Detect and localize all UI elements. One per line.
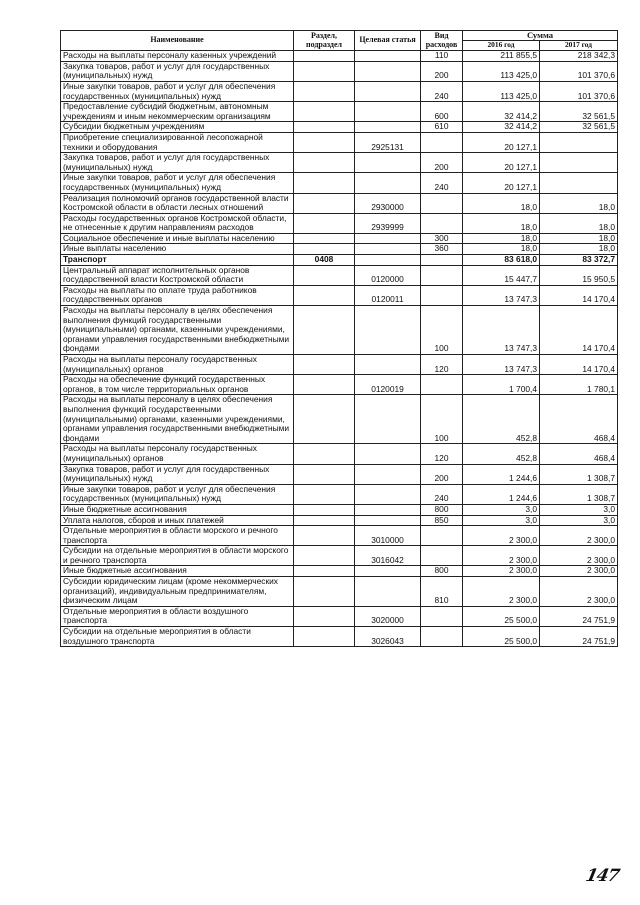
cell-2017: 468,4 bbox=[540, 444, 618, 464]
cell-2017: 83 372,7 bbox=[540, 255, 618, 266]
cell-target bbox=[355, 515, 421, 526]
cell-2016: 1 700,4 bbox=[463, 375, 540, 395]
table-row bbox=[61, 627, 618, 647]
cell-name: Расходы на выплаты персоналу государственных (муниципальных) органов bbox=[61, 444, 294, 464]
cell-section bbox=[294, 546, 355, 566]
cell-name: Приобретение специализированной лесопожарной техники и оборудования bbox=[61, 132, 294, 152]
cell-target bbox=[355, 81, 421, 101]
cell-section bbox=[294, 213, 355, 233]
cell-type bbox=[421, 606, 463, 626]
cell-2016: 3,0 bbox=[463, 515, 540, 526]
cell-section bbox=[294, 515, 355, 526]
cell-name: Иные закупки товаров, работ и услуг для обеспечения государственных (муниципальных) нужд bbox=[61, 484, 294, 504]
cell-2016: 18,0 bbox=[463, 233, 540, 244]
cell-target bbox=[355, 233, 421, 244]
cell-2017: 18,0 bbox=[540, 244, 618, 255]
cell-type: 200 bbox=[421, 464, 463, 484]
table-row bbox=[61, 255, 618, 266]
table-row bbox=[61, 51, 618, 62]
cell-2016: 452,8 bbox=[463, 444, 540, 464]
cell-section bbox=[294, 577, 355, 607]
cell-target bbox=[355, 577, 421, 607]
cell-2016: 1 244,6 bbox=[463, 464, 540, 484]
cell-type: 810 bbox=[421, 577, 463, 607]
cell-name: Реализация полномочий органов государственной власти Костромской области в области лесных отношений bbox=[61, 193, 294, 213]
cell-2017: 101 370,6 bbox=[540, 81, 618, 101]
cell-2017: 14 170,4 bbox=[540, 355, 618, 375]
table-row bbox=[61, 81, 618, 101]
cell-target: 3020000 bbox=[355, 606, 421, 626]
cell-type bbox=[421, 132, 463, 152]
table-row bbox=[61, 153, 618, 173]
cell-type: 610 bbox=[421, 122, 463, 133]
table-row bbox=[61, 122, 618, 133]
cell-name: Субсидии на отдельные мероприятия в области воздушного транспорта bbox=[61, 627, 294, 647]
cell-target bbox=[355, 153, 421, 173]
cell-2016: 13 747,3 bbox=[463, 306, 540, 355]
cell-target bbox=[355, 306, 421, 355]
table-row bbox=[61, 61, 618, 81]
cell-name: Закупка товаров, работ и услуг для государственных (муниципальных) нужд bbox=[61, 464, 294, 484]
cell-2017: 32 561,5 bbox=[540, 102, 618, 122]
cell-name: Расходы на выплаты персоналу в целях обеспечения выполнения функций государственными (муниципальными) органами, казенными учреждениями, органами управления государственными внебюджетными фондами bbox=[61, 395, 294, 444]
cell-name: Субсидии на отдельные мероприятия в области морского и речного транспорта bbox=[61, 546, 294, 566]
table-row bbox=[61, 504, 618, 515]
cell-name: Центральный аппарат исполнительных органов государственной власти Костромской области bbox=[61, 265, 294, 285]
cell-2016: 452,8 bbox=[463, 395, 540, 444]
cell-type: 800 bbox=[421, 504, 463, 515]
page-number: 147 bbox=[583, 866, 621, 886]
cell-target: 0120019 bbox=[355, 375, 421, 395]
cell-target: 2930000 bbox=[355, 193, 421, 213]
cell-target: 3010000 bbox=[355, 526, 421, 546]
cell-2017: 2 300,0 bbox=[540, 566, 618, 577]
table-row bbox=[61, 193, 618, 213]
cell-target bbox=[355, 395, 421, 444]
cell-section bbox=[294, 566, 355, 577]
table-row bbox=[61, 306, 618, 355]
cell-type: 100 bbox=[421, 395, 463, 444]
cell-target: 2939999 bbox=[355, 213, 421, 233]
cell-target bbox=[355, 122, 421, 133]
table-row bbox=[61, 526, 618, 546]
cell-type: 120 bbox=[421, 444, 463, 464]
cell-type bbox=[421, 265, 463, 285]
cell-section bbox=[294, 375, 355, 395]
table-row bbox=[61, 484, 618, 504]
cell-name: Расходы на выплаты по оплате труда работников государственных органов bbox=[61, 285, 294, 305]
table-body bbox=[61, 51, 618, 647]
cell-2017: 24 751,9 bbox=[540, 627, 618, 647]
cell-target bbox=[355, 484, 421, 504]
cell-2016: 20 127,1 bbox=[463, 132, 540, 152]
table-row bbox=[61, 577, 618, 607]
cell-name: Отдельные мероприятия в области морского и речного транспорта bbox=[61, 526, 294, 546]
cell-section bbox=[294, 526, 355, 546]
cell-target bbox=[355, 51, 421, 62]
cell-type: 120 bbox=[421, 355, 463, 375]
cell-2017 bbox=[540, 173, 618, 193]
cell-type: 200 bbox=[421, 153, 463, 173]
cell-section bbox=[294, 306, 355, 355]
cell-2016: 211 855,5 bbox=[463, 51, 540, 62]
table-row bbox=[61, 102, 618, 122]
cell-section bbox=[294, 244, 355, 255]
cell-section bbox=[294, 153, 355, 173]
cell-section bbox=[294, 233, 355, 244]
cell-section: 0408 bbox=[294, 255, 355, 266]
cell-2017 bbox=[540, 132, 618, 152]
cell-2016: 13 747,3 bbox=[463, 285, 540, 305]
cell-name: Расходы на выплаты персоналу в целях обеспечения выполнения функций государственными (муниципальными) органами, казенными учреждениями, органами управления государственными внебюджетными фондами bbox=[61, 306, 294, 355]
cell-name: Отдельные мероприятия в области воздушного транспорта bbox=[61, 606, 294, 626]
cell-type: 200 bbox=[421, 61, 463, 81]
cell-target bbox=[355, 255, 421, 266]
cell-name: Расходы государственных органов Костромской области, не отнесенные к другим направлениям расходов bbox=[61, 213, 294, 233]
table-row bbox=[61, 444, 618, 464]
table-row bbox=[61, 285, 618, 305]
cell-name: Социальное обеспечение и иные выплаты населению bbox=[61, 233, 294, 244]
table-row bbox=[61, 395, 618, 444]
cell-section bbox=[294, 444, 355, 464]
cell-2017: 3,0 bbox=[540, 515, 618, 526]
cell-target bbox=[355, 244, 421, 255]
cell-type bbox=[421, 375, 463, 395]
cell-target: 0120011 bbox=[355, 285, 421, 305]
cell-2017: 2 300,0 bbox=[540, 577, 618, 607]
cell-2017: 101 370,6 bbox=[540, 61, 618, 81]
table-row bbox=[61, 375, 618, 395]
cell-type bbox=[421, 285, 463, 305]
cell-2016: 13 747,3 bbox=[463, 355, 540, 375]
cell-name: Иные выплаты населению bbox=[61, 244, 294, 255]
cell-2017: 18,0 bbox=[540, 213, 618, 233]
cell-2016: 20 127,1 bbox=[463, 173, 540, 193]
cell-target bbox=[355, 173, 421, 193]
cell-2017: 18,0 bbox=[540, 233, 618, 244]
cell-type: 850 bbox=[421, 515, 463, 526]
cell-name: Субсидии бюджетным учреждениям bbox=[61, 122, 294, 133]
cell-section bbox=[294, 464, 355, 484]
cell-type: 600 bbox=[421, 102, 463, 122]
header-type: Вид расходов bbox=[421, 31, 463, 51]
cell-2016: 20 127,1 bbox=[463, 153, 540, 173]
cell-2016: 2 300,0 bbox=[463, 577, 540, 607]
cell-section bbox=[294, 173, 355, 193]
cell-2017: 218 342,3 bbox=[540, 51, 618, 62]
header-section: Раздел, подраздел bbox=[294, 31, 355, 51]
cell-2016: 2 300,0 bbox=[463, 526, 540, 546]
cell-section bbox=[294, 484, 355, 504]
cell-target bbox=[355, 566, 421, 577]
cell-name: Закупка товаров, работ и услуг для государственных (муниципальных) нужд bbox=[61, 153, 294, 173]
cell-type: 240 bbox=[421, 173, 463, 193]
cell-type: 100 bbox=[421, 306, 463, 355]
budget-table bbox=[60, 30, 618, 647]
cell-2017: 14 170,4 bbox=[540, 306, 618, 355]
cell-target: 3026043 bbox=[355, 627, 421, 647]
cell-name: Расходы на выплаты персоналу казенных учреждений bbox=[61, 51, 294, 62]
cell-2016: 2 300,0 bbox=[463, 566, 540, 577]
table-row bbox=[61, 244, 618, 255]
cell-name: Расходы на обеспечение функций государственных органов, в том числе территориальных органов bbox=[61, 375, 294, 395]
table-row bbox=[61, 173, 618, 193]
cell-2016: 25 500,0 bbox=[463, 627, 540, 647]
header-2016: 2016 год bbox=[463, 41, 540, 51]
cell-name: Транспорт bbox=[61, 255, 294, 266]
cell-section bbox=[294, 265, 355, 285]
cell-type bbox=[421, 526, 463, 546]
table-row bbox=[61, 566, 618, 577]
table-row bbox=[61, 213, 618, 233]
cell-section bbox=[294, 606, 355, 626]
table-row bbox=[61, 464, 618, 484]
table-row bbox=[61, 515, 618, 526]
cell-section bbox=[294, 504, 355, 515]
cell-2017: 468,4 bbox=[540, 395, 618, 444]
cell-name: Иные бюджетные ассигнования bbox=[61, 566, 294, 577]
table-header-row bbox=[61, 31, 618, 41]
cell-2017: 1 308,7 bbox=[540, 484, 618, 504]
cell-name: Иные закупки товаров, работ и услуг для обеспечения государственных (муниципальных) нужд bbox=[61, 81, 294, 101]
cell-section bbox=[294, 395, 355, 444]
cell-2017: 1 780,1 bbox=[540, 375, 618, 395]
cell-section bbox=[294, 51, 355, 62]
cell-target: 0120000 bbox=[355, 265, 421, 285]
cell-type bbox=[421, 627, 463, 647]
cell-section bbox=[294, 102, 355, 122]
cell-type bbox=[421, 546, 463, 566]
cell-section bbox=[294, 132, 355, 152]
cell-name: Иные закупки товаров, работ и услуг для обеспечения государственных (муниципальных) нужд bbox=[61, 173, 294, 193]
table-row bbox=[61, 546, 618, 566]
header-name: Наименование bbox=[61, 31, 294, 51]
cell-target: 2925131 bbox=[355, 132, 421, 152]
cell-2017 bbox=[540, 153, 618, 173]
cell-type: 300 bbox=[421, 233, 463, 244]
cell-2017: 2 300,0 bbox=[540, 526, 618, 546]
cell-name: Предоставление субсидий бюджетным, автономным учреждениям и иным некоммерческим организациям bbox=[61, 102, 294, 122]
cell-2016: 18,0 bbox=[463, 213, 540, 233]
cell-2016: 25 500,0 bbox=[463, 606, 540, 626]
table-row bbox=[61, 606, 618, 626]
cell-2016: 113 425,0 bbox=[463, 61, 540, 81]
cell-2016: 1 244,6 bbox=[463, 484, 540, 504]
cell-target bbox=[355, 355, 421, 375]
cell-name: Иные бюджетные ассигнования bbox=[61, 504, 294, 515]
cell-2016: 32 414,2 bbox=[463, 102, 540, 122]
cell-section bbox=[294, 285, 355, 305]
cell-2017: 1 308,7 bbox=[540, 464, 618, 484]
cell-2017: 18,0 bbox=[540, 193, 618, 213]
table-row bbox=[61, 355, 618, 375]
cell-type: 110 bbox=[421, 51, 463, 62]
cell-2016: 32 414,2 bbox=[463, 122, 540, 133]
cell-section bbox=[294, 81, 355, 101]
cell-type: 360 bbox=[421, 244, 463, 255]
cell-2017: 3,0 bbox=[540, 504, 618, 515]
cell-2016: 2 300,0 bbox=[463, 546, 540, 566]
cell-section bbox=[294, 627, 355, 647]
cell-2016: 15 447,7 bbox=[463, 265, 540, 285]
cell-2017: 32 561,5 bbox=[540, 122, 618, 133]
cell-target bbox=[355, 504, 421, 515]
cell-target bbox=[355, 102, 421, 122]
cell-type bbox=[421, 255, 463, 266]
cell-name: Расходы на выплаты персоналу государственных (муниципальных) органов bbox=[61, 355, 294, 375]
cell-section bbox=[294, 122, 355, 133]
cell-type: 800 bbox=[421, 566, 463, 577]
cell-2017: 2 300,0 bbox=[540, 546, 618, 566]
cell-type: 240 bbox=[421, 81, 463, 101]
cell-name: Субсидии юридическим лицам (кроме некоммерческих организаций), индивидуальным предпринимателям, физическим лицам bbox=[61, 577, 294, 607]
cell-2017: 24 751,9 bbox=[540, 606, 618, 626]
cell-2016: 83 618,0 bbox=[463, 255, 540, 266]
cell-2016: 113 425,0 bbox=[463, 81, 540, 101]
cell-target bbox=[355, 444, 421, 464]
cell-2016: 18,0 bbox=[463, 193, 540, 213]
header-sum: Сумма bbox=[463, 31, 618, 41]
cell-type bbox=[421, 213, 463, 233]
cell-name: Уплата налогов, сборов и иных платежей bbox=[61, 515, 294, 526]
cell-2017: 15 950,5 bbox=[540, 265, 618, 285]
table-row bbox=[61, 265, 618, 285]
cell-section bbox=[294, 355, 355, 375]
cell-target bbox=[355, 61, 421, 81]
table-row bbox=[61, 132, 618, 152]
header-2017: 2017 год bbox=[540, 41, 618, 51]
cell-2017: 14 170,4 bbox=[540, 285, 618, 305]
cell-target bbox=[355, 464, 421, 484]
cell-type: 240 bbox=[421, 484, 463, 504]
cell-section bbox=[294, 193, 355, 213]
cell-section bbox=[294, 61, 355, 81]
cell-target: 3016042 bbox=[355, 546, 421, 566]
cell-2016: 18,0 bbox=[463, 244, 540, 255]
header-target: Целевая статья bbox=[355, 31, 421, 51]
cell-name: Закупка товаров, работ и услуг для государственных (муниципальных) нужд bbox=[61, 61, 294, 81]
cell-type bbox=[421, 193, 463, 213]
cell-2016: 3,0 bbox=[463, 504, 540, 515]
table-row bbox=[61, 233, 618, 244]
